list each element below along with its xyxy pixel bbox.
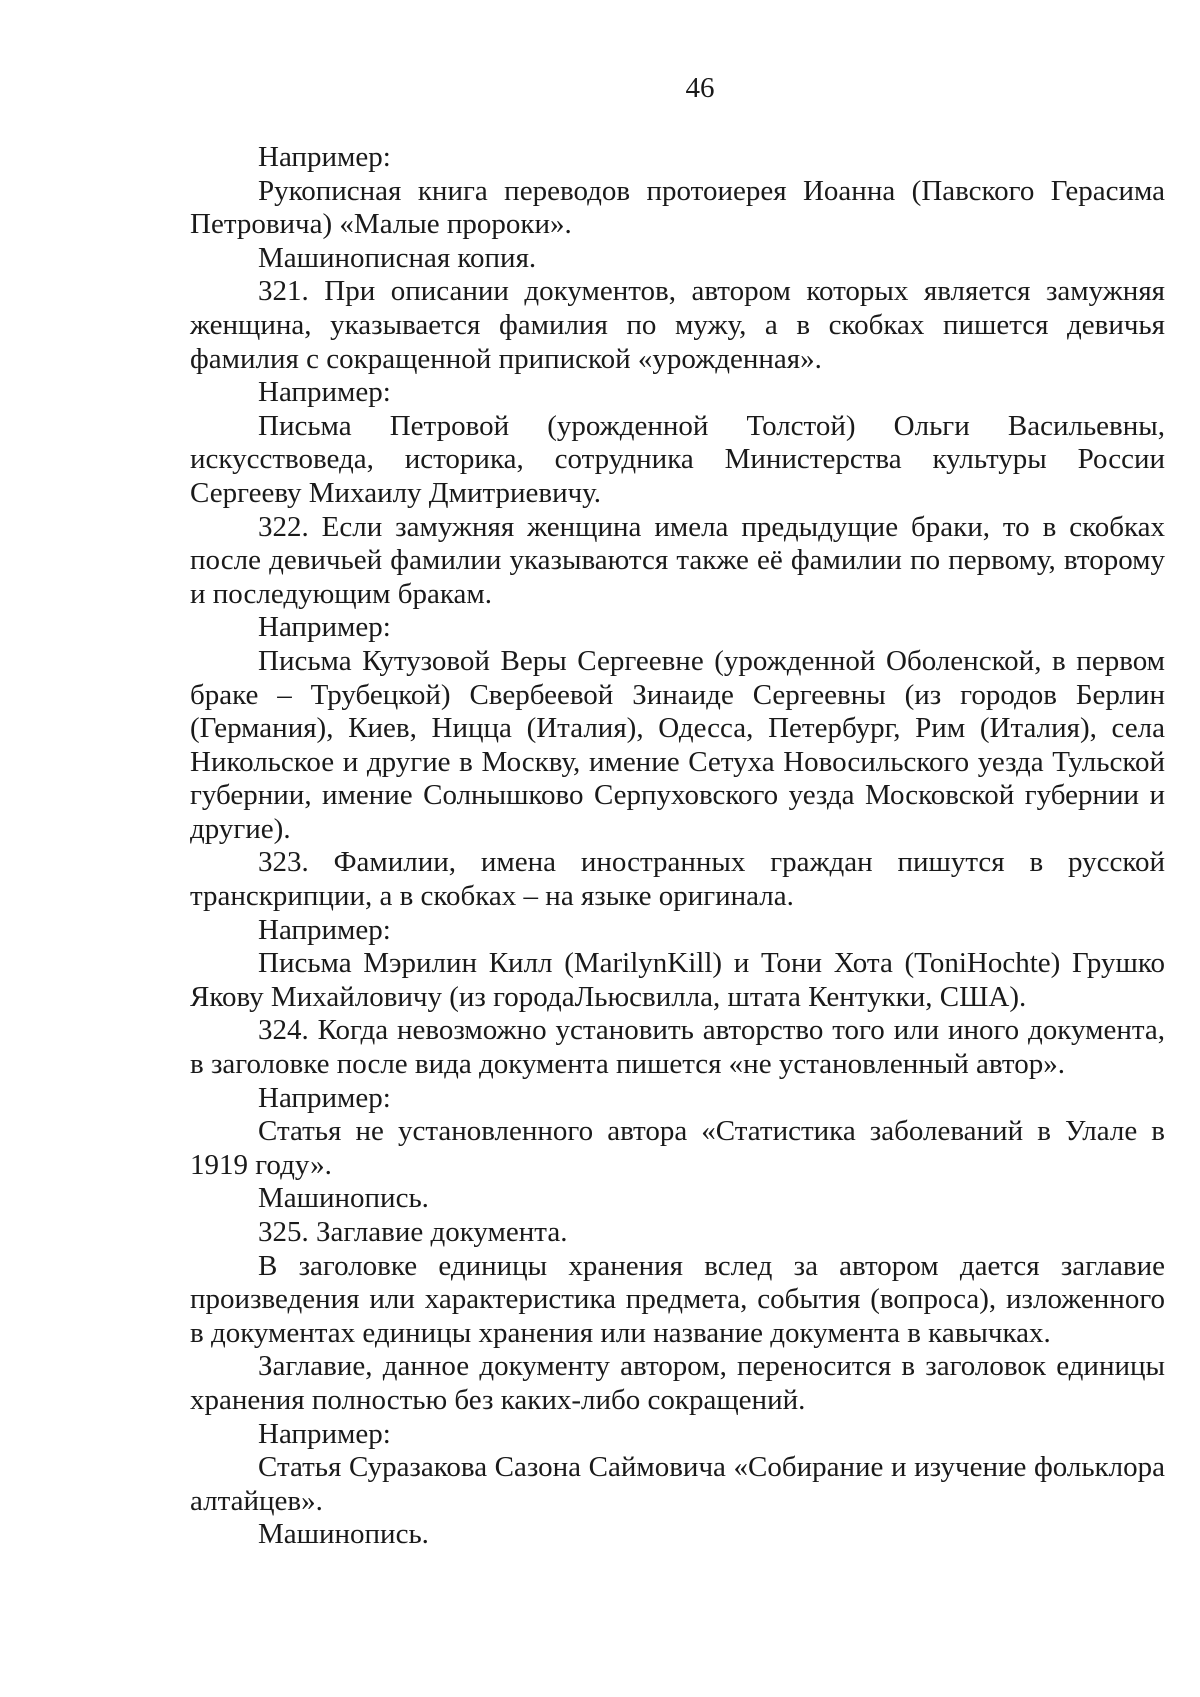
page-number: 46 [685,72,715,104]
paragraph: Письма Петровой (урожденной Толстой) Ольги Васильевны, искусствоведа, историка, сотрудника Министерства культуры России Сергееву Михаилу Дмитриевичу. [190,409,1165,509]
document-body [190,141,1165,1552]
paragraph: Письма Мэрилин Килл (MarilynKill) и Тони Хота (ToniHochte) Грушко Якову Михайловичу (из городаЛьюсвилла, штата Кентукки, США). [190,947,1165,1013]
paragraph: 325. Заглавие документа. [258,1216,568,1248]
paragraph: Статья не установленного автора «Статистика заболеваний в Улале в 1919 году». [190,1115,1165,1181]
paragraph: 323. Фамилии, имена иностранных граждан пишутся в русской транскрипции, а в скобках – на языке оригинала. [190,846,1165,913]
paragraph: Машинописная копия. [258,241,537,274]
paragraph: Например: [258,913,391,946]
paragraph: Машинопись. [258,1518,429,1551]
paragraph: 321. При описании документов, автором которых является замужняя женщина, указывается фамилия по мужу, а в скобках пишется девичья фамилия с сокращенной припиской «урожденная». [190,275,1165,375]
paragraph: Заглавие, данное документу автором, переносится в заголовок единицы хранения полностью без каких-либо сокращений. [190,1350,1165,1416]
paragraph: Письма Кутузовой Веры Сергеевне (урожденной Оболенской, в первом браке – Трубецкой) Свербеевой Зинаиде Сергеевны (из городов Берлин (Германия), Киев, Ницца (Италия), Одесса, Петербург, Рим (Италия), села Никольское и другие в Москву, имение Сетуха Новосильского уезда Тульской губернии, имение Солнышково Серпуховского уезда Московской губернии и другие). [190,644,1165,845]
paragraph: Например: [258,1081,391,1114]
paragraph: В заголовке единицы хранения вслед за автором дается заглавие произведения или характеристика предмета, события (вопроса), изложенного в документах единицы хранения или название документа в кавычках. [190,1249,1165,1349]
paragraph: Например: [258,1417,391,1450]
paragraph: Например: [258,141,391,173]
paragraph: Машинопись. [258,1182,429,1215]
paragraph: Например: [258,611,391,644]
paragraph: Например: [258,376,391,409]
paragraph: 322. Если замужняя женщина имела предыдущие браки, то в скобках после девичьей фамилии указываются также её фамилии по первому, второму и последующим бракам. [190,510,1165,610]
paragraph: 324. Когда невозможно установить авторство того или иного документа, в заголовке после вида документа пишется «не установленный автор». [190,1014,1165,1081]
paragraph: Статья Суразакова Сазона Саймовича «Собирание и изучение фольклора алтайцев». [190,1451,1165,1517]
paragraph: Рукописная книга переводов протоиерея Иоанна (Павского Герасима Петровича) «Малые пророки». [190,174,1165,241]
